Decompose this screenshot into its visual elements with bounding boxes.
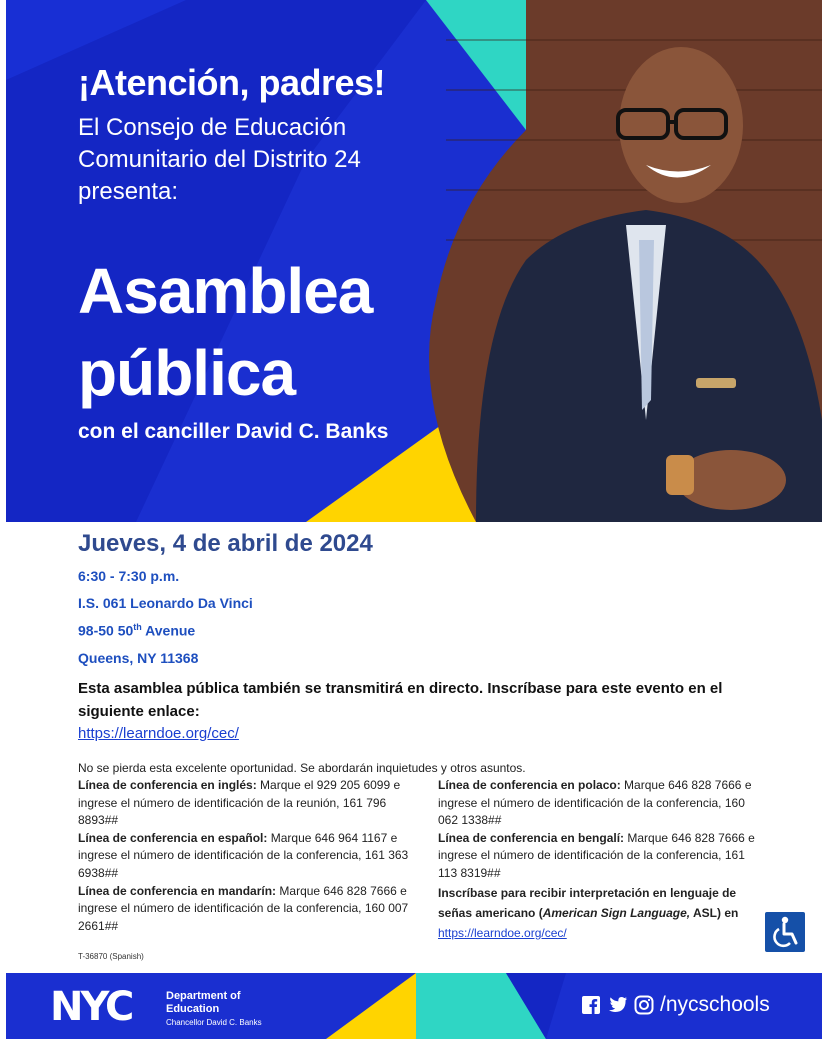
event-address bbox=[78, 622, 778, 639]
asl-interpretation bbox=[438, 883, 758, 943]
event-title-line: Asamblea bbox=[78, 255, 373, 327]
accessibility-icon bbox=[765, 912, 805, 952]
attention-heading: ¡Atención, padres! bbox=[78, 62, 386, 103]
event-time: 6:30 - 7:30 p.m. bbox=[78, 568, 180, 584]
event-title bbox=[78, 250, 372, 414]
conference-intro: No se pierda esta excelente oportunidad. Se abordarán inquietudes y otros asuntos. bbox=[78, 761, 526, 775]
doe-chancellor: Chancellor David C. Banks bbox=[166, 1018, 262, 1027]
hero-banner bbox=[6, 0, 822, 522]
conference-text: Marque 646 828 7666 e ingrese el número de identificación de la conferencia, 160 062 1338## bbox=[438, 778, 752, 828]
conference-label: Línea de conferencia en polaco: bbox=[438, 778, 621, 792]
address-ordinal: th bbox=[133, 622, 142, 632]
conference-info bbox=[78, 760, 778, 940]
conference-label: Línea de conferencia en bengalí: bbox=[438, 830, 625, 845]
asl-text: Inscríbase para recibir interpretación en lenguaje de señas americano ( bbox=[438, 885, 737, 920]
event-venue: I.S. 061 Leonardo Da Vinci bbox=[78, 595, 253, 611]
registration-link[interactable]: https://learndoe.org/cec/ bbox=[78, 724, 239, 742]
social-handle[interactable]: /nycschools bbox=[660, 993, 770, 1016]
twitter-icon[interactable] bbox=[606, 996, 628, 1014]
conference-text: Marque 646 828 7666 e ingrese el número de identificación de la conferencia, 161 113 8319## bbox=[438, 830, 755, 880]
conference-column-right bbox=[438, 777, 758, 943]
conference-column-left bbox=[78, 777, 418, 935]
footer bbox=[6, 973, 822, 1039]
conference-text: Marque el 929 205 6099 e ingrese el número de identificación de la reunión, 161 796 8893## bbox=[78, 778, 401, 828]
address-street: Avenue bbox=[141, 622, 196, 639]
conference-label: Línea de conferencia en mandarín: bbox=[78, 883, 277, 898]
conference-line-bengali bbox=[438, 830, 758, 883]
event-subtitle: con el canciller David C. Banks bbox=[78, 420, 389, 443]
event-details bbox=[78, 530, 778, 745]
conference-line-polish bbox=[438, 777, 758, 830]
asl-link[interactable]: https://learndoe.org/cec/ bbox=[438, 925, 567, 940]
asl-text: ASL) en bbox=[690, 905, 739, 920]
asl-italic: American Sign Language, bbox=[542, 905, 691, 920]
conference-line-english bbox=[78, 777, 418, 830]
conference-line-mandarin bbox=[78, 883, 418, 936]
presenter-text bbox=[78, 112, 438, 208]
social-links bbox=[582, 993, 770, 1017]
conference-text: Marque 646 964 1167 e ingrese el número de identificación de la conferencia, 161 363 6938## bbox=[78, 830, 409, 880]
doe-line: Department of bbox=[166, 990, 241, 1002]
address-number: 98-50 50 bbox=[78, 622, 134, 639]
conference-label: Línea de conferencia en español: bbox=[78, 830, 268, 845]
presenter-line: El Consejo de Educación bbox=[78, 114, 347, 141]
doe-name bbox=[166, 990, 262, 1029]
conference-label: Línea de conferencia en inglés: bbox=[78, 778, 257, 792]
form-code: T-36870 (Spanish) bbox=[78, 952, 144, 961]
conference-line-spanish bbox=[78, 830, 418, 883]
facebook-icon[interactable] bbox=[582, 996, 600, 1014]
instagram-icon[interactable] bbox=[634, 995, 654, 1015]
event-title-line: pública bbox=[78, 337, 296, 409]
event-city: Queens, NY 11368 bbox=[78, 649, 199, 666]
conference-text: Marque 646 828 7666 e ingrese el número de identificación de la conferencia, 160 007 2661## bbox=[78, 883, 409, 933]
livestream-notice: Esta asamblea pública también se transmitirá en directo. Inscríbase para este evento en el siguiente enlace: bbox=[78, 679, 723, 720]
nyc-logo bbox=[50, 987, 160, 1025]
presenter-line: Comunitario del Distrito 24 bbox=[78, 146, 361, 173]
nyc-logo-text: NYC bbox=[50, 987, 132, 1025]
event-date: Jueves, 4 de abril de 2024 bbox=[78, 530, 373, 557]
presenter-line: presenta: bbox=[78, 178, 179, 205]
doe-line: Education bbox=[166, 1003, 220, 1015]
